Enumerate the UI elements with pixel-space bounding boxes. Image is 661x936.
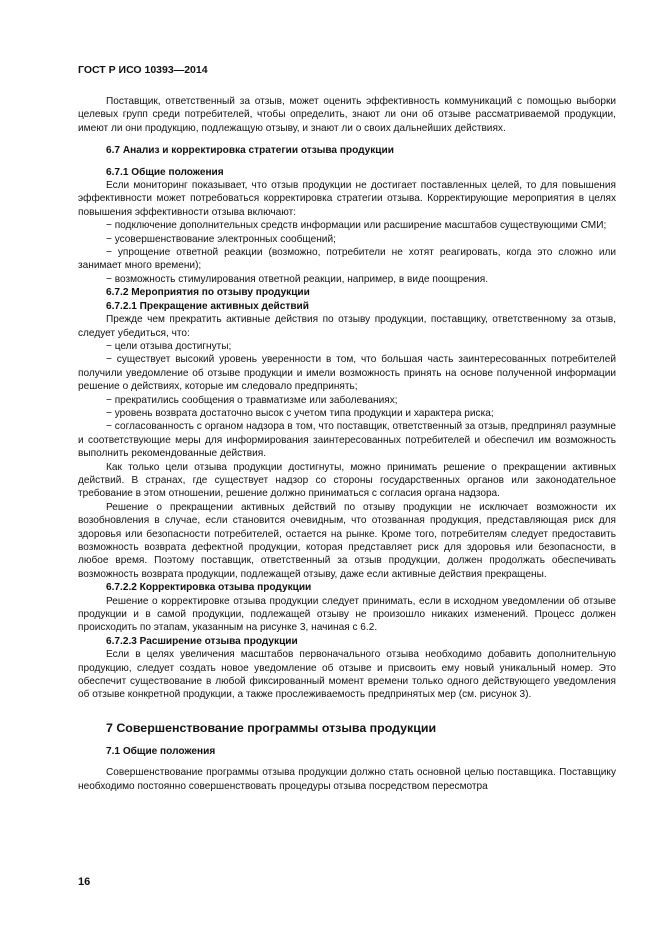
section-heading: 6.7 Анализ и корректировка стратегии отзыва продукции	[106, 145, 394, 157]
paragraph: Совершенствование программы отзыва продукции должно стать основной целью поставщика. Поставщику необходимо постоянно совершенствовать процедуры отзыва посредством пересмотра	[78, 767, 616, 792]
paragraph: Если мониторинг показывает, что отзыв продукции не достигает поставленных целей, то для повышения эффективности может потребоваться корректировка стратегии отзыва. Корректирующие мероприятия в целях повышения эффективности отзыва включают:	[78, 180, 616, 218]
paragraph: Как только цели отзыва продукции достигнуты, можно принимать решение о прекращении активных действий. В странах, где существует надзор со стороны государственных органов или законодательное требование в этом отношении, решение должно приниматься с согласия органа надзора.	[78, 461, 616, 500]
list-item: − упрощение ответной реакции (возможно, потребители не хотят реагировать, когда это сложно или занимает много времени);	[78, 247, 616, 272]
list-item: − усовершенствование электронных сообщений;	[106, 233, 336, 245]
subsection-heading: 6.7.2.1 Прекращение активных действий	[106, 300, 309, 312]
subsection-heading: 6.7.2.3 Расширение отзыва продукции	[106, 635, 298, 647]
list-item: − согласованность с органом надзора в том, что поставщик, ответственный за отзыв, предпринял разумные и соответствующие меры для информирования заинтересованных потребителей и обеспечил им возможность выполнить рекомендованные действия.	[78, 421, 616, 460]
list-item: − уровень возврата достаточно высок с учетом типа продукции и характера риска;	[106, 407, 494, 419]
paragraph: Решение о прекращении активных действий по отзыву продукции не исключает возможности их возобновления в случае, если становится очевидным, что отозванная продукция, представляющая риск для здоровья или безопасности потребителей, остается на рынке. Кроме того, потребителям следует предоставить возможность возврата дефектной продукции, которая представляет риск для здоровья или безопасности, в любое время. Поэтому поставщик, ответственный за отзыв продукции, должен продолжать обеспечивать возможность возврата продукции, подлежащей отзыву, даже если активные действия прекращены.	[78, 501, 616, 580]
paragraph: Если в целях увеличения масштабов первоначального отзыва необходимо добавить дополнительную продукцию, следует создать новое уведомление об отзыве и присвоить ему новый уникальный номер. Это обеспечит существование в любой фиксированный момент времени только одного действующего уведомления об отзыве конкретной продукции, а также прослеживаемость предпринятых мер (см. рисунок 3).	[78, 649, 616, 701]
subsection-heading: 6.7.2.2 Корректировка отзыва продукции	[106, 582, 312, 594]
subsection-heading: 6.7.1 Общие положения	[106, 166, 224, 178]
document-header: ГОСТ Р ИСО 10393—2014	[78, 64, 208, 76]
subsection-heading: 6.7.2 Мероприятия по отзыву продукции	[106, 287, 310, 299]
list-item: − подключение дополнительных средств информации или расширение масштабов существующими СМИ;	[106, 220, 607, 232]
list-item: − возможность стимулирования ответной реакции, например, в виде поощрения.	[106, 273, 489, 285]
page-number: 16	[78, 876, 91, 888]
page-body	[78, 64, 616, 793]
list-item: − прекратились сообщения о травматизме или заболеваниях;	[106, 394, 398, 406]
paragraph: Поставщик, ответственный за отзыв, может оценить эффективность коммуникаций с помощью выборки целевых групп среди потребителей, чтобы определить, знают ли они об отзыве рассматриваемой продукции, имеют ли они продукцию, подлежащую отзыву, и знают ли о своих дальнейших действиях.	[78, 96, 616, 134]
paragraph: Решение о корректировке отзыва продукции следует принимать, если в исходном уведомлении об отзыве продукции и в самой продукции, подлежащей отзыву не произошло никаких изменений. Процесс должен происходить по этапам, указанным на рисунке 3, начиная с 6.2.	[78, 595, 616, 634]
paragraph: Прежде чем прекратить активные действия по отзыву продукции, поставщику, ответственному за отзыв, следует убедиться, что:	[78, 314, 616, 339]
subsection-heading: 7.1 Общие положения	[106, 745, 216, 757]
list-item: − цели отзыва достигнуты;	[106, 340, 232, 352]
list-item: − существует высокий уровень уверенности в том, что большая часть заинтересованных потребителей получили уведомление об отзыве продукции и имели возможность принять на основе полученной информации решение о действиях, которые им следовало предпринять;	[78, 354, 616, 393]
chapter-heading: 7 Совершенствование программы отзыва продукции	[106, 720, 437, 735]
